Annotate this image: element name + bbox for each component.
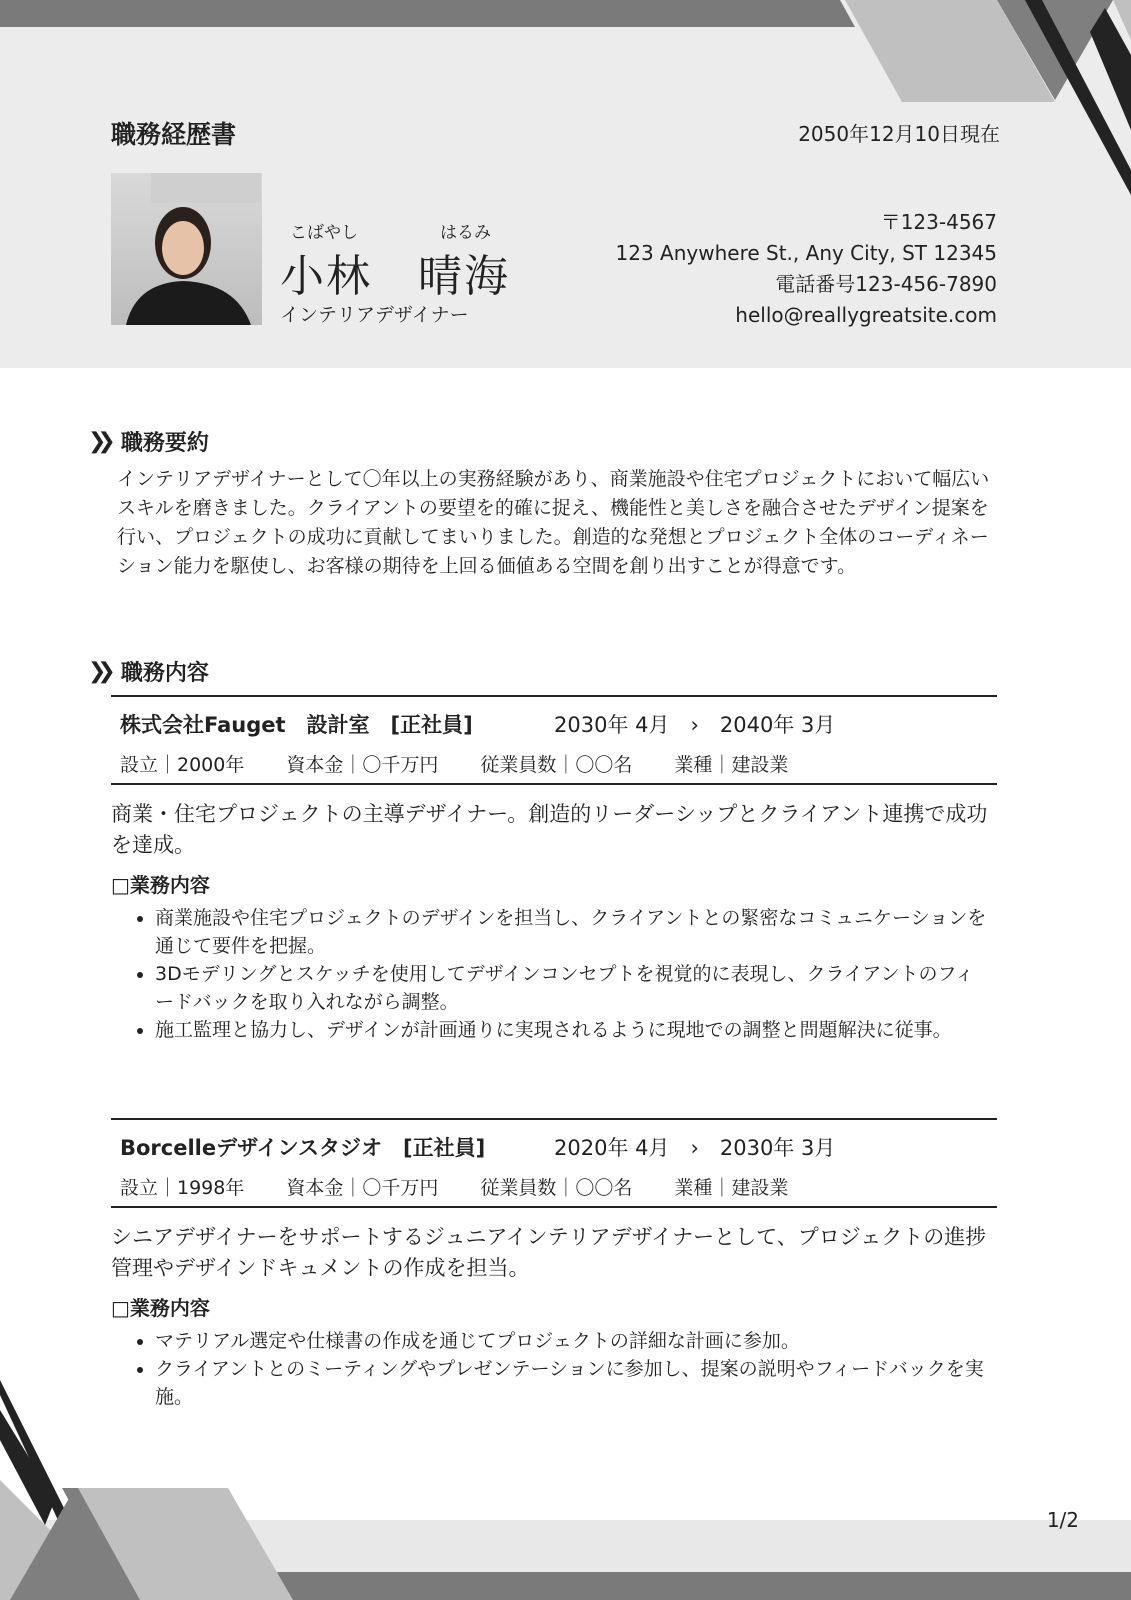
job-entry — [111, 695, 997, 1044]
section-title: 職務要約 — [120, 431, 209, 456]
employees: 従業員数｜〇〇名 — [480, 753, 633, 776]
section-heading-experience — [88, 656, 209, 687]
job-description: 商業・住宅プロジェクトの主導デザイナー。創造的リーダーシップとクライアント連携で成功を達成。 — [111, 802, 988, 857]
company-name: Borcelleデザインスタジオ [正社員] — [120, 1136, 486, 1160]
list-item: • 商業施設や住宅プロジェクトのデザインを担当し、クライアントとの緊密なコミュニケーションを通じて要件を把握。 — [155, 904, 991, 960]
company-meta — [111, 1166, 997, 1208]
job-entry — [111, 1118, 997, 1411]
postal-code: 〒123-4567 — [880, 210, 997, 234]
name-ruby-given: はるみ — [440, 223, 491, 243]
list-item: • 3Dモデリングとスケッチを使用してデザインコンセプトを視覚的に表現し、クライアントのフィードバックを取り入れながら調整。 — [155, 960, 991, 1016]
capital: 資本金｜〇千万円 — [286, 1176, 439, 1199]
capital: 資本金｜〇千万円 — [286, 753, 439, 776]
duties-list — [111, 904, 991, 1044]
list-item: • 施工監理と協力し、デザインが計画通りに実現されるように現地での調整と問題解決に従事。 — [155, 1016, 991, 1044]
employees: 従業員数｜〇〇名 — [480, 1176, 633, 1199]
phone: 電話番号123-456-7890 — [775, 272, 997, 296]
section-title: 職務内容 — [120, 661, 209, 686]
list-item: • クライアントとのミーティングやプレゼンテーションに参加し、提案の説明やフィードバックを実施。 — [155, 1355, 991, 1411]
name-ruby-family: こばやし — [290, 223, 358, 243]
job-description: シニアデザイナーをサポートするジュニアインテリアデザイナーとして、プロジェクトの進捗管理やデザインドキュメントの作成を担当。 — [111, 1225, 987, 1280]
date: 2050年12月10日現在 — [798, 122, 1000, 146]
industry: 業種｜建設業 — [674, 1176, 789, 1199]
job-title: インテリアデザイナー — [280, 304, 469, 326]
full-name: 小林 晴海 — [280, 251, 510, 302]
address: 123 Anywhere St., Any City, ST 12345 — [615, 241, 997, 265]
page-number: 1/2 — [1046, 1508, 1079, 1532]
person-photo-icon — [111, 173, 262, 325]
double-chevron-icon: ❯❯ — [88, 659, 107, 684]
document-title: 職務経歴書 — [111, 120, 237, 149]
duties-list — [111, 1327, 991, 1411]
company-meta — [111, 743, 997, 785]
founded: 設立｜2000年 — [120, 753, 245, 776]
company-name: 株式会社Fauget 設計室 [正社員] — [120, 713, 473, 737]
profile-photo — [111, 173, 262, 325]
duties-heading: □業務内容 — [111, 1296, 210, 1320]
period: 2030年 4月 › 2040年 3月 — [554, 713, 836, 737]
duties-heading: □業務内容 — [111, 873, 210, 897]
period: 2020年 4月 › 2030年 3月 — [554, 1136, 836, 1160]
founded: 設立｜1998年 — [120, 1176, 245, 1199]
section-heading-summary — [88, 426, 209, 457]
list-item: • マテリアル選定や仕様書の作成を通じてプロジェクトの詳細な計画に参加。 — [155, 1327, 991, 1355]
contact-info — [616, 207, 997, 331]
summary-text: インテリアデザイナーとして〇年以上の実務経験があり、商業施設や住宅プロジェクトにおいて幅広いスキルを磨きました。クライアントの要望を的確に捉え、機能性と美しさを融合させたデザイン提案を行い、プロジェクトの成功に貢献してまいりました。創造的な発想とプロジェクト全体のコーディネーション能力を駆使し、お客様の期待を上回る価値ある空間を創り出すことが得意です。 — [117, 468, 990, 577]
industry: 業種｜建設業 — [674, 753, 789, 776]
email: hello@reallygreatsite.com — [735, 303, 997, 327]
double-chevron-icon: ❯❯ — [88, 429, 107, 454]
